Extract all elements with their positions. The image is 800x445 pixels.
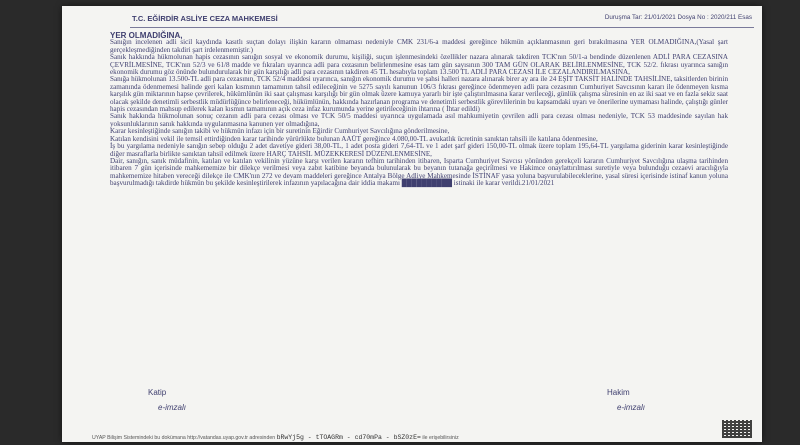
decision-heading: YER OLMADIĞINA, bbox=[110, 31, 183, 40]
paragraph: Sanık hakkında hükmolunan hapis cezasının sanığın sosyal ve ekonomik durumu, kişiliği, suçun işlenmesindeki özellikler nazara alınarak takdiren TCK'nın 50/1-a bendinde düzenlenen ADLİ PARA CEZASINA ÇEVRİLMESİNE, TCK'nın 52/3 ve 61/8 madde ve fıkraları uyarınca adli para cezasının belirlenmesine esas tam gün sayısının 300 TAM GÜN OLARAK BELİRLENMESİNE, TCK 52/2. fıkrası uyarınca sanığın ekonomik durumu göz önünde bulundurularak bir gün karşılığı adli para cezasının takdiren 45 TL hesabıyla toplam 13.500 TL ADLİ PARA CEZASI İLE CEZALANDIRILMASINA, bbox=[110, 53, 728, 77]
clerk-signature bbox=[148, 388, 186, 412]
paragraph: Karar kesinleştiğinde sanığın takibi ve hükmün infazı için bir suretinin Eğirdir Cumhuriyet Savcılığına gönderilmesine, bbox=[110, 127, 450, 136]
hearing-date: Duruşma Tar: 21/01/2021 bbox=[604, 14, 676, 21]
paragraph: İş bu yargılama nedeniyle sanığın sebep olduğu 2 adet davetiye gideri 38,00-TL, 1 adet posta gideri 7,64-TL ve 1 adet şarf gideri 150,00-TL olmak üzere toplam 195,64-TL yargılama giderinin karar kesinleştiğinde diğer masraflarla birlikte sanıktan tahsil edilmek üzere HARÇ TAHSİL MÜZEKKERESİ DÜZENLENMESİNE, bbox=[110, 142, 728, 158]
clerk-e-signature: e-imzalı bbox=[158, 403, 187, 412]
court-name: T.C. EĞİRDİR ASLİYE CEZA MAHKEMESİ bbox=[132, 14, 278, 23]
footer-suffix: ile erişebilirsiniz bbox=[422, 435, 459, 441]
paragraph: Sanığa hükmolunan 13.500-TL adli para cezasının, TCK 52/4 maddesi uyarınca, sanığın ekonomik durumu ve şahsi halleri nazara alınarak birer ay ara ile 24 EŞİT TAKSİT HALİNDE TAHSİLİNE, taksitlerden birinin zamanında ödenmemesi halinde geri kalan kısmının tamamının tahsil edileceğinin ve 5275 sayılı kanunun 106/3 fıkrası gereğince ödenmeyen adli para cezasının Cumhuriyet Savcısının kararı ile ödenmeyen kısma karşılık gün miktarının hapse çevrilerek, hükümlünün iki saat çalışması karşılığı bir gün olmak üzere kamuya yararlı bir işte çalıştırılmasına karar verileceği, günlük çalışma süresinin en az iki saat ve en fazla sekiz saat olacak şekilde denetimli serbestlik müdürlüğünce belirleneceği, hükümlünün, hakkında hazırlanan programa ve denetimli serbestlik görevlilerinin bu kapsamdaki uyarı ve önerilerine uymaması halinde, çalıştığı günler hapis cezasından mahsup edilerek kalan kısmın tamamının açık ceza infaz kurumunda yerine getirileceğinin ihtarına ( İhtar edildi) bbox=[110, 75, 728, 114]
document-header bbox=[132, 14, 752, 26]
case-number: Dosya No : 2020/211 Esas bbox=[677, 14, 752, 21]
header-divider bbox=[130, 27, 754, 28]
decision-body bbox=[110, 32, 728, 188]
judge-role: Hakim bbox=[607, 388, 630, 397]
judge-e-signature: e-imzalı bbox=[617, 403, 646, 412]
paragraph: Sanık hakkında hükmolunan sonuç cezanın adli para cezası olması ve TCK 50/5 maddesi uyarınca uygulamada asıl mahkumiyetin çevrilen adli para cezası olması nedeniyle, TCK 53 maddesinde sayılan hak yoksunluklarının sanık hakkında uygulanmasına kanunen yer olmadığına, bbox=[110, 112, 728, 128]
court-decision-page bbox=[62, 6, 762, 442]
hearing-case-info bbox=[605, 14, 752, 21]
clerk-role: Katip bbox=[148, 388, 167, 397]
footer-text: UYAP Bilişim Sistemindeki bu dokümana http://vatandas.uyap.gov.tr adresinden bbox=[92, 435, 276, 441]
verification-code: bRwYj5g - tTOAGRm - cd70mPa - bSZ0zE= bbox=[276, 434, 421, 441]
judge-signature bbox=[607, 388, 645, 412]
paragraph: Sanığın incelenen adli sicil kaydında kasıtlı suçtan dolayı ilişkin kararın olmaması nedeniyle CMK 231/6-a maddesi gereğince hükmün açıklanmasının geri bırakılmasına YER OLMADIĞINA,(Yasal şart gerçekleşmediğinden takdiri şart irdelenmemiştir.) bbox=[110, 38, 728, 54]
paragraph: Katılan kendisini vekil ile temsil ettirdiğinden karar tarihinde yürürlükte bulunan AAÜT gereğince 4.080,00-TL avukatlık ücretinin sanıktan tahsili ile katılana ödenmesine, bbox=[110, 134, 598, 143]
uyap-footer bbox=[92, 434, 732, 441]
paragraph: Dair, sanığın, sanık müdafinin, katılan ve katılan vekilinin yüzüne karşı verilen kararın tefhim tarihinden itibaren, Isparta Cumhuriyet Savcısı yönünden gerekçeli kararın Cumhuriyet Savcılığına ulaşma tarihinden itibaren 7 gün içerisinde mahkememize bir dilekçe verilmesi veya zabıt katibine beyanda bulunularak bu beyanın tutanağa geçirilmesi ve Hakimce onaylattırılması suretiyle veya bulunduğu cezaevi aracılığıyla mahkememize hitaben vereceği dilekçe ile CMK'nın 272 ve devam maddeleri gereğince Antalya Bölge Adliye Mahkemesinde İSTİNAF yasa yoluna başvurulabileceklerine, yasal süresi içerisinde istinaf kanun yoluna başvurulmadığı takdirde hükmün bu şekilde kesinleştirilerek infazının yapılacağına dair iddia makamı ██████████ istinaki ile karar verildi.21/01/2021 bbox=[110, 156, 728, 188]
